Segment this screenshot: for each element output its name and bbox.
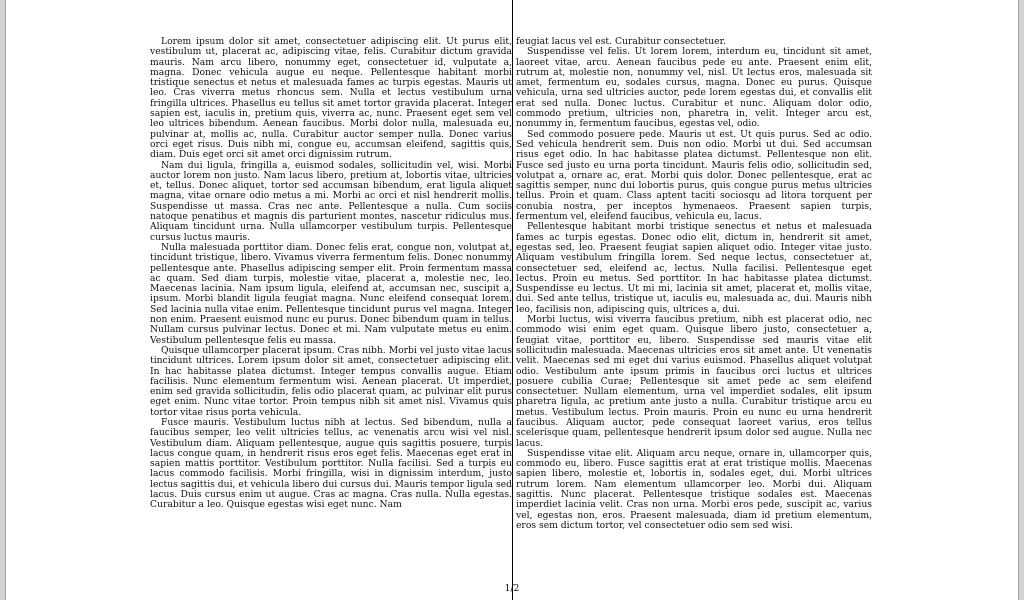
- paragraph: Suspendisse vel felis. Ut lorem lorem, interdum eu, tincidunt sit amet, laoreet vitae, arcu. Aenean faucibus pede eu ante. Praesent enim elit, rutrum at, molestie non, nonummy vel, nisl. Ut lectus eros, malesuada sit amet, fermentum eu, sodales cursus, magna. Donec eu purus. Quisque vehicula, urna sed ultricies auctor, pede lorem egestas dui, et convallis elit erat sed nulla. Donec luctus. Curabitur et nunc. Aliquam dolor odio, commodo pretium, ultricies non, pharetra in, velit. Integer arcu est, nonummy in, fermentum faucibus, egestas vel, odio.: [516, 46, 872, 130]
- viewer-left-edge: [0, 0, 6, 600]
- paragraph: Nulla malesuada porttitor diam. Donec felis erat, congue non, volutpat at, tincidunt tristique, libero. Vivamus viverra fermentum felis. Donec nonummy pellentesque ante. Phasellus adipiscing semper elit. Proin fermentum massa ac quam. Sed diam turpis, molestie vitae, placerat a, molestie nec, leo. Maecenas lacinia. Nam ipsum ligula, eleifend at, accumsan nec, suscipit a, ipsum. Morbi blandit ligula feugiat magna. Nunc eleifend consequat lorem. Sed lacinia nulla vitae enim. Pellentesque tincidunt purus vel magna. Integer non enim. Praesent euismod nunc eu purus. Donec bibendum quam in tellus. Nullam cursus pulvinar lectus. Donec et mi. Nam vulputate metus eu enim. Vestibulum pellentesque felis eu massa.: [150, 241, 512, 346]
- paragraph: feugiat lacus vel est. Curabitur consectetuer.: [516, 37, 726, 47]
- paragraph: Nam dui ligula, fringilla a, euismod sodales, sollicitudin vel, wisi. Morbi auctor lorem non justo. Nam lacus libero, pretium at, lobortis vitae, ultricies et, tellus. Donec aliquet, tortor sed accumsan bibendum, erat ligula aliquet magna, vitae ornare odio metus a mi. Morbi ac orci et nisl hendrerit mollis. Suspendisse ut massa. Cras nec ante. Pellentesque a nulla. Cum sociis natoque penatibus et magnis dis parturient montes, nascetur ridiculus mus. Aliquam tincidunt urna. Nulla ullamcorper vestibulum turpis. Pellentesque cursus luctus mauris.: [150, 159, 512, 243]
- paragraph: Fusce mauris. Vestibulum luctus nibh at lectus. Sed bibendum, nulla a faucibus semper, leo velit ultricies tellus, ac venenatis arcu wisi vel nisl. Vestibulum diam. Aliquam pellentesque, augue quis sagittis posuere, turpis lacus congue quam, in hendrerit risus eros eget felis. Maecenas eget erat in sapien mattis porttitor. Vestibulum porttitor. Nulla facilisi. Sed a turpis eu lacus commodo facilisis. Morbi fringilla, wisi in dignissim interdum, justo lectus sagittis dui, et vehicula libero dui cursus dui. Mauris tempor ligula sed lacus. Duis cursus enim ut augue. Cras ac magna. Cras nulla. Nulla egestas. Curabitur a leo. Quisque egestas wisi eget nunc. Nam: [150, 416, 512, 511]
- paragraph: Quisque ullamcorper placerat ipsum. Cras nibh. Morbi vel justo vitae lacus tincidunt ultrices. Lorem ipsum dolor sit amet, consectetuer adipiscing elit. In hac habitasse platea dictumst. Integer tempus convallis augue. Etiam facilisis. Nunc elementum fermentum wisi. Aenean placerat. Ut imperdiet, enim sed gravida sollicitudin, felis odio placerat quam, ac pulvinar elit purus eget enim. Nunc vitae tortor. Proin tempus nibh sit amet nisl. Vivamus quis tortor vitae risus porta vehicula.: [150, 344, 512, 418]
- page-number: 1/2: [504, 583, 520, 594]
- page-split-divider[interactable]: [512, 0, 513, 600]
- paragraph: Suspendisse vitae elit. Aliquam arcu neque, ornare in, ullamcorper quis, commodo eu, libero. Fusce sagittis erat at erat tristique mollis. Maecenas sapien libero, molestie et, lobortis in, sodales eget, dui. Morbi ultrices rutrum lorem. Nam elementum ullamcorper leo. Morbi dui. Aliquam sagittis. Nunc placerat. Pellentesque tristique sodales est. Maecenas imperdiet lacinia velit. Cras non urna. Morbi eros pede, suscipit ac, varius vel, egestas non, eros. Praesent malesuada, diam id pretium elementum, eros sem dictum tortor, vel consectetuer odio sem sed wisi.: [516, 447, 872, 531]
- viewer-right-edge: [1018, 0, 1024, 600]
- right-page-column: [516, 37, 872, 531]
- left-page-column: [150, 37, 512, 511]
- paragraph: Lorem ipsum dolor sit amet, consectetuer adipiscing elit. Ut purus elit, vestibulum ut, placerat ac, adipiscing vitae, felis. Curabitur dictum gravida mauris. Nam arcu libero, nonummy eget, consectetuer id, vulputate a, magna. Donec vehicula augue eu neque. Pellentesque habitant morbi tristique senectus et netus et malesuada fames ac turpis egestas. Mauris ut leo. Cras viverra metus rhoncus sem. Nulla et lectus vestibulum urna fringilla ultrices. Phasellus eu tellus sit amet tortor gravida placerat. Integer sapien est, iaculis in, pretium quis, viverra ac, nunc. Praesent eget sem vel leo ultrices bibendum. Aenean faucibus. Morbi dolor nulla, malesuada eu, pulvinar at, mollis ac, nulla. Curabitur auctor semper nulla. Donec varius orci eget risus. Duis nibh mi, congue eu, accumsan eleifend, sagittis quis, diam. Duis eget orci sit amet orci dignissim rutrum.: [150, 37, 512, 161]
- paragraph: Pellentesque habitant morbi tristique senectus et netus et malesuada fames ac turpis egestas. Donec odio elit, dictum in, hendrerit sit amet, egestas sed, leo. Praesent feugiat sapien aliquet odio. Integer vitae justo. Aliquam vestibulum fringilla lorem. Sed neque lectus, consectetuer at, consectetuer sed, eleifend ac, lectus. Nulla facilisi. Pellentesque eget lectus. Proin eu metus. Sed porttitor. In hac habitasse platea dictumst. Suspendisse eu lectus. Ut mi mi, lacinia sit amet, placerat et, mollis vitae, dui. Sed ante tellus, tristique ut, iaculis eu, malesuada ac, dui. Mauris nibh leo, facilisis non, adipiscing quis, ultrices a, dui.: [516, 221, 872, 315]
- paragraph: Sed commodo posuere pede. Mauris ut est. Ut quis purus. Sed ac odio. Sed vehicula hendrerit sem. Duis non odio. Morbi ut dui. Sed accumsan risus eget odio. In hac habitasse platea dictumst. Pellentesque non elit. Fusce sed justo eu urna porta tincidunt. Mauris felis odio, sollicitudin sed, volutpat a, ornare ac, erat. Morbi quis dolor. Donec pellentesque, erat ac sagittis semper, nunc dui lobortis purus, quis congue purus metus ultricies tellus. Proin et quam. Class aptent taciti sociosqu ad litora torquent per conubia nostra, per inceptos hymenaeos. Praesent sapien turpis, fermentum vel, eleifend faucibus, vehicula eu, lacus.: [516, 128, 872, 223]
- paragraph: Morbi luctus, wisi viverra faucibus pretium, nibh est placerat odio, nec commodo wisi enim eget quam. Quisque libero justo, consectetuer a, feugiat vitae, porttitor eu, libero. Suspendisse sed mauris vitae elit sollicitudin malesuada. Maecenas ultricies eros sit amet ante. Ut venenatis velit. Maecenas sed mi eget dui varius euismod. Phasellus aliquet volutpat odio. Vestibulum ante ipsum primis in faucibus orci luctus et ultrices posuere cubilia Curae; Pellentesque sit amet pede ac sem eleifend consectetuer. Nullam elementum, urna vel imperdiet sodales, elit ipsum pharetra ligula, ac pretium ante justo a nulla. Curabitur tristique arcu eu metus. Vestibulum lectus. Proin mauris. Proin eu nunc eu urna hendrerit faucibus. Aliquam auctor, pede consequat laoreet varius, eros tellus scelerisque quam, pellentesque hendrerit ipsum dolor sed augue. Nulla nec lacus.: [516, 314, 872, 449]
